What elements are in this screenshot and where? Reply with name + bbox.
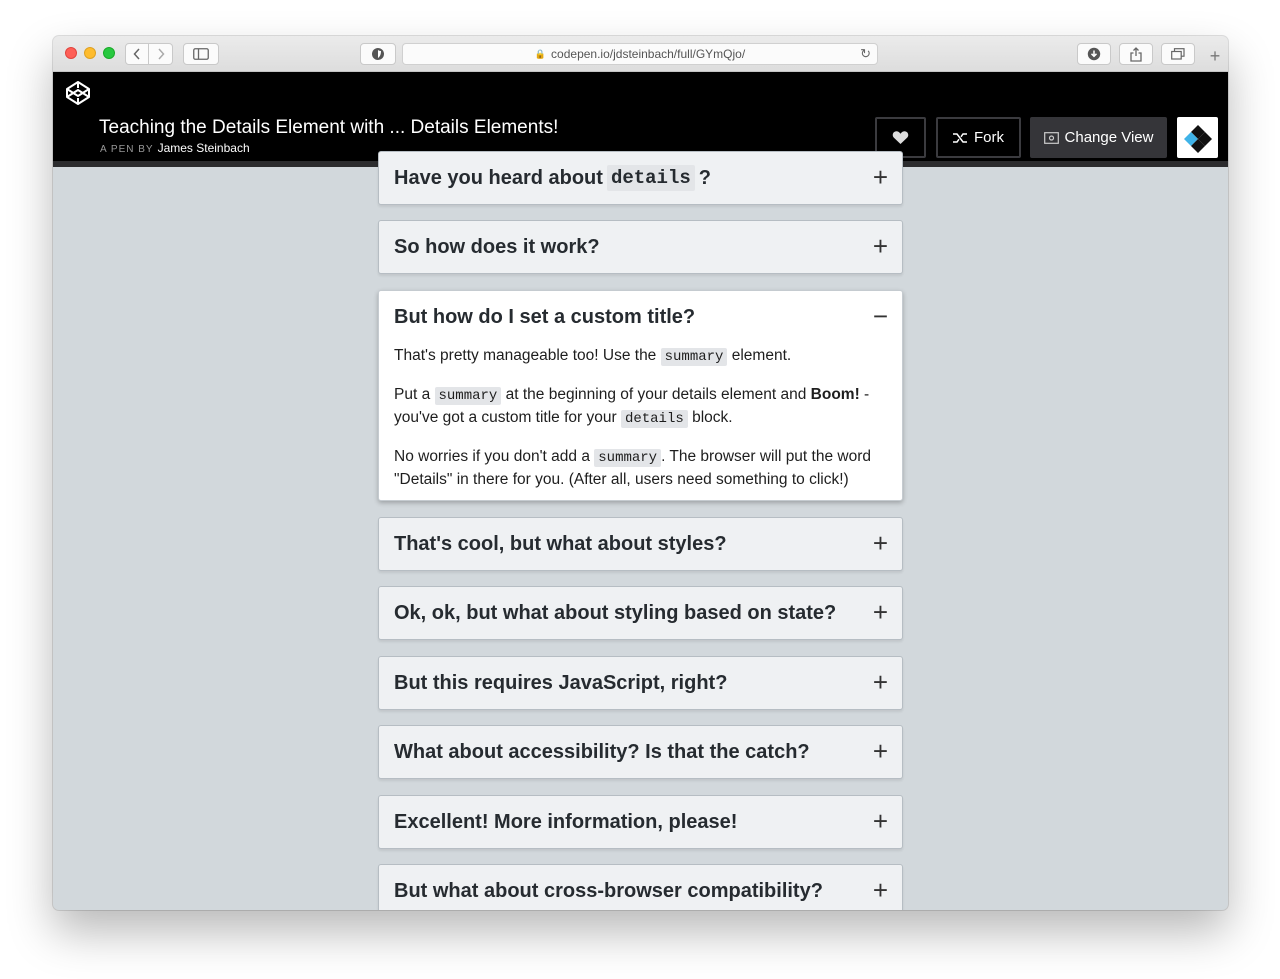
user-avatar[interactable] bbox=[1177, 117, 1218, 158]
details-item[interactable] bbox=[378, 151, 903, 205]
forward-button[interactable] bbox=[149, 43, 173, 65]
details-item[interactable] bbox=[378, 220, 903, 274]
details-item-open[interactable] bbox=[378, 290, 903, 501]
change-view-button[interactable] bbox=[1030, 117, 1167, 158]
text: - you've got a custom title for your bbox=[394, 385, 870, 426]
author-link[interactable]: James Steinbach bbox=[157, 141, 250, 155]
privacy-report-button[interactable] bbox=[360, 43, 396, 65]
inline-code: summary bbox=[594, 449, 661, 467]
back-button[interactable] bbox=[125, 43, 149, 65]
text: No worries if you don't add a bbox=[394, 447, 595, 465]
expand-icon[interactable]: + bbox=[872, 231, 888, 261]
details-summary[interactable] bbox=[379, 291, 902, 343]
chevron-left-icon bbox=[133, 48, 141, 60]
details-item[interactable] bbox=[378, 864, 903, 910]
inline-code: summary bbox=[661, 348, 728, 366]
pen-byline bbox=[100, 141, 250, 155]
address-bar[interactable] bbox=[402, 43, 878, 65]
details-summary[interactable] bbox=[379, 657, 902, 709]
details-summary[interactable] bbox=[379, 518, 902, 570]
expand-icon[interactable]: + bbox=[872, 597, 888, 627]
details-body bbox=[379, 343, 902, 508]
text: at the beginning of your details element and bbox=[501, 385, 811, 403]
downloads-button[interactable] bbox=[1077, 43, 1111, 65]
sidebar-icon bbox=[193, 48, 209, 60]
avatar-diamond-icon bbox=[1183, 123, 1213, 153]
details-summary[interactable] bbox=[379, 726, 902, 778]
text: . The browser will put the word "Details" in there for you. (After all, users need something to click!) bbox=[394, 447, 871, 488]
summary-text: What about accessibility? Is that the catch? bbox=[394, 740, 810, 763]
expand-icon[interactable]: + bbox=[872, 875, 888, 905]
body-paragraph bbox=[394, 446, 882, 492]
details-item[interactable] bbox=[378, 795, 903, 849]
summary-text: So how does it work? bbox=[394, 235, 600, 258]
body-paragraph bbox=[394, 384, 882, 431]
view-icon bbox=[1044, 132, 1059, 144]
inline-code: details bbox=[621, 410, 688, 428]
summary-text: But what about cross-browser compatibility? bbox=[394, 879, 823, 902]
chevron-right-icon bbox=[157, 48, 165, 60]
details-summary[interactable] bbox=[379, 865, 902, 910]
details-summary[interactable] bbox=[379, 221, 902, 273]
download-icon bbox=[1087, 47, 1101, 61]
share-button[interactable] bbox=[1119, 43, 1153, 65]
details-item[interactable] bbox=[378, 586, 903, 640]
expand-icon[interactable]: + bbox=[872, 806, 888, 836]
expand-icon[interactable]: + bbox=[872, 667, 888, 697]
summary-text: ? bbox=[698, 166, 711, 189]
text: element. bbox=[727, 347, 792, 364]
details-item[interactable] bbox=[378, 656, 903, 710]
details-summary[interactable] bbox=[379, 152, 902, 204]
byline-prefix: A PEN BY bbox=[100, 144, 154, 155]
browser-toolbar bbox=[53, 36, 1228, 72]
heart-icon bbox=[892, 130, 909, 145]
bold-text: Boom! bbox=[810, 385, 860, 403]
tabs-icon bbox=[1171, 48, 1185, 60]
summary-text: That's cool, but what about styles? bbox=[394, 532, 727, 555]
details-summary[interactable] bbox=[379, 796, 902, 848]
details-item[interactable] bbox=[378, 725, 903, 779]
fork-button[interactable] bbox=[936, 117, 1021, 158]
shield-icon bbox=[371, 47, 385, 61]
details-summary[interactable] bbox=[379, 587, 902, 639]
tab-overview-button[interactable] bbox=[1161, 43, 1195, 65]
text: block. bbox=[687, 409, 733, 426]
lock-icon: 🔒 bbox=[534, 48, 547, 59]
fork-label: Fork bbox=[974, 129, 1004, 146]
change-view-label: Change View bbox=[1064, 129, 1154, 146]
summary-text: Ok, ok, but what about styling based on state? bbox=[394, 601, 837, 624]
browser-window bbox=[53, 36, 1228, 910]
summary-text: But how do I set a custom title? bbox=[394, 305, 696, 328]
body-paragraph bbox=[394, 345, 882, 369]
close-window-button[interactable] bbox=[65, 47, 77, 59]
inline-code: details bbox=[607, 165, 695, 191]
text: That's pretty manageable too! Use the bbox=[394, 347, 661, 364]
codepen-logo-icon[interactable] bbox=[65, 80, 91, 111]
summary-text: Have you heard about bbox=[394, 166, 603, 189]
url-text: codepen.io/jdsteinbach/full/GYmQjo/ bbox=[551, 47, 746, 61]
text: Put a bbox=[394, 385, 435, 403]
sidebar-toggle-button[interactable] bbox=[183, 43, 219, 65]
reload-icon[interactable]: ↻ bbox=[860, 46, 871, 61]
summary-text: Excellent! More information, please! bbox=[394, 810, 738, 833]
summary-text: But this requires JavaScript, right? bbox=[394, 671, 728, 694]
fork-icon bbox=[953, 132, 968, 144]
expand-icon[interactable]: + bbox=[872, 528, 888, 558]
new-tab-button[interactable]: + bbox=[1209, 46, 1221, 66]
inline-code: summary bbox=[435, 387, 502, 405]
zoom-window-button[interactable] bbox=[103, 47, 115, 59]
expand-icon[interactable]: + bbox=[872, 162, 888, 192]
minimize-window-button[interactable] bbox=[84, 47, 96, 59]
share-icon bbox=[1130, 47, 1142, 62]
expand-icon[interactable]: + bbox=[872, 736, 888, 766]
pen-title: Teaching the Details Element with ... Details Elements! bbox=[99, 117, 559, 138]
details-item[interactable] bbox=[378, 517, 903, 571]
collapse-icon[interactable]: − bbox=[872, 301, 888, 331]
